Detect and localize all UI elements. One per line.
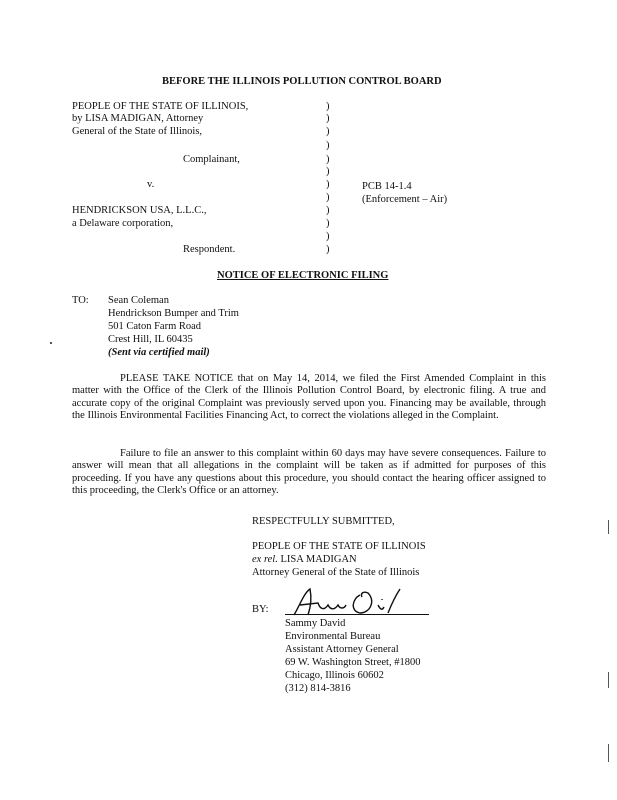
signer-line-3: Assistant Attorney General [285, 644, 399, 655]
caption-paren: ) [326, 101, 330, 112]
caption-paren: ) [326, 154, 330, 165]
to-line-1: Sean Coleman [108, 295, 169, 306]
scan-artifact [608, 744, 609, 762]
handwritten-signature [290, 585, 410, 621]
caption-paren: ) [326, 166, 330, 177]
closing-party: PEOPLE OF THE STATE OF ILLINOIS [252, 541, 426, 552]
to-label: TO: [72, 295, 89, 306]
notice-paragraph-1: PLEASE TAKE NOTICE that on May 14, 2014, we filed the First Amended Complaint in this matter with the Office of the Clerk of the Illinois Pollution Control Board, by electronic filing. A true and accurate copy of the original Complaint was previously served upon you. Financing may be available, through the Illinois Environmental Facilities Financing Act, to correct the violations alleged in the Complaint. [72, 373, 546, 422]
delivery-method: (Sent via certified mail) [108, 347, 210, 358]
caption-paren: ) [326, 126, 330, 137]
notice-paragraph-2: Failure to file an answer to this complaint within 60 days may have severe consequences. Failure to answer will mean that all allegations in the complaint will be taken as if admitted for purposes of this proceeding. If you have any questions about this procedure, you should contact the hearing officer assigned to this proceeding, the Clerk's Office or an attorney. [72, 448, 546, 497]
signer-line-5: Chicago, Illinois 60602 [285, 670, 384, 681]
by-label: BY: [252, 604, 269, 615]
to-line-2: Hendrickson Bumper and Trim [108, 308, 239, 319]
to-line-4: Crest Hill, IL 60435 [108, 334, 193, 345]
scan-artifact [50, 342, 52, 344]
caption-paren: ) [326, 244, 330, 255]
attorney-general-title: Attorney General of the State of Illinois [252, 567, 420, 578]
ex-rel-label: ex rel. [252, 554, 278, 565]
signer-line-6: (312) 814-3816 [285, 683, 351, 694]
caption-paren: ) [326, 140, 330, 151]
caption-paren: ) [326, 179, 330, 190]
caption-paren: ) [326, 192, 330, 203]
caption-paren: ) [326, 205, 330, 216]
signer-line-4: 69 W. Washington Street, #1800 [285, 657, 421, 668]
ex-rel-name: LISA MADIGAN [280, 554, 357, 565]
document-heading: BEFORE THE ILLINOIS POLLUTION CONTROL BOARD [162, 76, 442, 87]
caption-plaintiff-line-1: PEOPLE OF THE STATE OF ILLINOIS, [72, 101, 249, 112]
caption-respondent: Respondent. [183, 244, 236, 255]
caption-versus: v. [147, 179, 155, 190]
respectfully-submitted: RESPECTFULLY SUBMITTED, [252, 516, 395, 527]
scan-artifact [608, 672, 609, 688]
signer-line-1: Sammy David [285, 618, 346, 629]
caption-complainant: Complainant, [183, 154, 240, 165]
caption-defendant-line-1: HENDRICKSON USA, L.L.C., [72, 205, 207, 216]
caption-defendant-line-2: a Delaware corporation, [72, 218, 174, 229]
signature-line [285, 614, 429, 615]
caption-paren: ) [326, 218, 330, 229]
caption-paren: ) [326, 231, 330, 242]
scan-artifact [608, 520, 609, 534]
case-type: (Enforcement – Air) [362, 194, 448, 205]
caption-paren: ) [326, 113, 330, 124]
signer-line-2: Environmental Bureau [285, 631, 381, 642]
to-line-3: 501 Caton Farm Road [108, 321, 202, 332]
closing-ex-rel-line [252, 554, 357, 566]
case-number: PCB 14-1.4 [362, 181, 412, 192]
caption-plaintiff-line-2: by LISA MADIGAN, Attorney [72, 113, 204, 124]
caption-plaintiff-line-3: General of the State of Illinois, [72, 126, 203, 137]
notice-title: NOTICE OF ELECTRONIC FILING [217, 270, 389, 281]
